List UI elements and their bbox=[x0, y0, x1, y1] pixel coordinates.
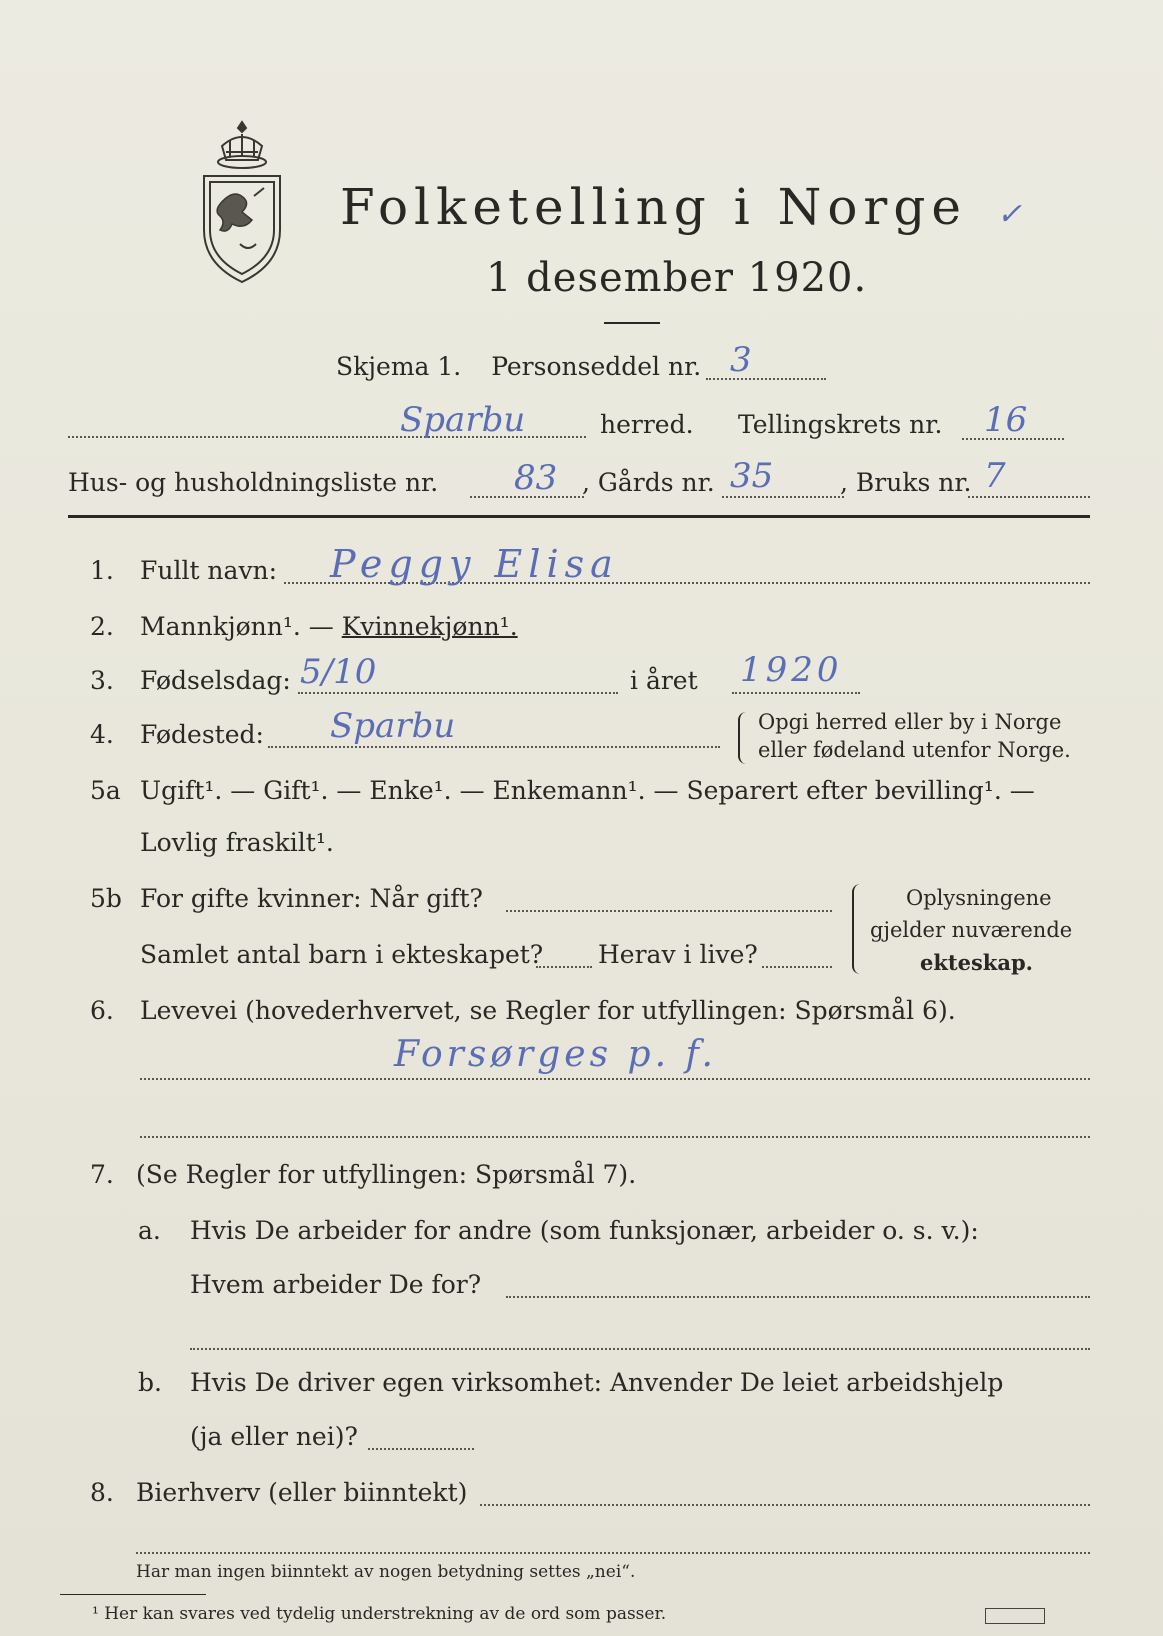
q6-number: 6. bbox=[90, 996, 114, 1025]
personseddel-value: 3 bbox=[730, 340, 752, 380]
employer-question: Hvis De arbeider for andre (som funksjonær, arbeider o. s. v.): bbox=[190, 1216, 979, 1245]
birthplace-note-brace bbox=[738, 712, 748, 764]
occupation-value: Forsørges p. f. bbox=[394, 1034, 717, 1075]
header-rule bbox=[68, 515, 1090, 518]
schema-line bbox=[336, 352, 701, 381]
personseddel-label: Personseddel nr. bbox=[491, 352, 702, 381]
gards-value: 35 bbox=[730, 456, 774, 496]
bruks-label: , Bruks nr. bbox=[840, 468, 972, 497]
hired-help-field[interactable] bbox=[368, 1448, 474, 1450]
birthdate-field[interactable] bbox=[298, 692, 618, 694]
married-when-label: For gifte kvinner: Når gift? bbox=[140, 884, 483, 913]
tellingskrets-label: Tellingskrets nr. bbox=[738, 410, 943, 439]
q7-number: 7. bbox=[90, 1160, 114, 1189]
birthplace-field[interactable] bbox=[268, 746, 720, 748]
personseddel-field[interactable] bbox=[706, 378, 826, 380]
q7b-number: b. bbox=[138, 1368, 162, 1397]
children-count-field[interactable] bbox=[536, 966, 592, 968]
q3-number: 3. bbox=[90, 666, 114, 695]
q2-number: 2. bbox=[90, 612, 114, 641]
q3-label: Fødselsdag: bbox=[140, 666, 291, 695]
birthyear-field[interactable] bbox=[732, 692, 860, 694]
children-alive-field[interactable] bbox=[762, 966, 832, 968]
footnote-rule bbox=[60, 1594, 206, 1595]
gender-options bbox=[140, 612, 518, 641]
footnote: ¹ Her kan svares ved tydelig understrekning av de ord som passer. bbox=[92, 1604, 667, 1624]
side-income-label: Bierhverv (eller biinntekt) bbox=[136, 1478, 468, 1507]
q1-number: 1. bbox=[90, 556, 114, 585]
husholdningsliste-value: 83 bbox=[514, 458, 558, 498]
q5b-number: 5b bbox=[90, 884, 122, 913]
marital-status-options[interactable]: Ugift¹. — Gift¹. — Enke¹. — Enkemann¹. — Separert efter bevilling¹. — bbox=[140, 776, 1035, 805]
birthyear-value: 1920 bbox=[740, 650, 843, 690]
husholdningsliste-label: Hus- og husholdningsliste nr. bbox=[68, 468, 439, 497]
q7a-number: a. bbox=[138, 1216, 161, 1245]
schema-label: Skjema 1. bbox=[336, 352, 462, 381]
marriage-note-brace bbox=[852, 884, 864, 974]
q1-label: Fullt navn: bbox=[140, 556, 278, 585]
gender-separator: — bbox=[300, 612, 342, 641]
marriage-note-line2: gjelder nuværende bbox=[870, 918, 1073, 942]
gards-field[interactable] bbox=[722, 496, 844, 498]
bruks-value: 7 bbox=[984, 456, 1006, 496]
gender-female-option[interactable]: Kvinnekjønn¹. bbox=[341, 612, 518, 641]
birthplace-value: Sparbu bbox=[330, 706, 456, 746]
birthplace-note-line2: eller fødeland utenfor Norge. bbox=[758, 738, 1071, 762]
side-income-field-line1[interactable] bbox=[480, 1504, 1090, 1506]
title-divider bbox=[604, 322, 660, 324]
hired-help-label: (ja eller nei)? bbox=[190, 1422, 358, 1451]
census-date: 1 desember 1920. bbox=[486, 255, 868, 301]
gards-label: , Gårds nr. bbox=[582, 468, 715, 497]
employer-field-line1[interactable] bbox=[506, 1296, 1090, 1298]
marriage-note-line3: ekteskap. bbox=[920, 950, 1033, 975]
printer-stamp bbox=[985, 1608, 1045, 1624]
birthdate-value: 5/10 bbox=[300, 652, 377, 692]
check-mark: ✓ bbox=[996, 197, 1028, 232]
q5a-number: 5a bbox=[90, 776, 121, 805]
occupation-field-line1[interactable] bbox=[140, 1078, 1090, 1080]
q7-label: (Se Regler for utfyllingen: Spørsmål 7). bbox=[136, 1160, 637, 1189]
marriage-note-line1: Oplysningene bbox=[906, 886, 1052, 910]
children-count-label: Samlet antal barn i ekteskapet? bbox=[140, 940, 544, 969]
form-title bbox=[340, 178, 1028, 236]
birthplace-note-line1: Opgi herred eller by i Norge bbox=[758, 710, 1062, 734]
occupation-label: Levevei (hovederhvervet, se Regler for utfyllingen: Spørsmål 6). bbox=[140, 996, 956, 1025]
married-when-field[interactable] bbox=[506, 910, 832, 912]
children-alive-label: Herav i live? bbox=[598, 940, 758, 969]
q8-number: 8. bbox=[90, 1478, 114, 1507]
herred-value: Sparbu bbox=[400, 400, 526, 440]
year-label: i året bbox=[630, 666, 698, 695]
q4-label: Fødested: bbox=[140, 720, 264, 749]
employer-label: Hvem arbeider De for? bbox=[190, 1270, 482, 1299]
title-text: Folketelling i Norge bbox=[340, 178, 967, 236]
herred-label: herred. bbox=[600, 410, 694, 439]
own-business-question: Hvis De driver egen virksomhet: Anvender De leiet arbeidshjelp bbox=[190, 1368, 1004, 1397]
full-name-value: Peggy Elisa bbox=[330, 542, 619, 586]
coat-of-arms-icon bbox=[196, 118, 288, 288]
side-income-field-line2[interactable] bbox=[136, 1552, 1090, 1554]
employer-field-line2[interactable] bbox=[190, 1348, 1090, 1350]
occupation-field-line2[interactable] bbox=[140, 1136, 1090, 1138]
gender-male-option[interactable]: Mannkjønn¹. bbox=[140, 612, 301, 641]
q4-number: 4. bbox=[90, 720, 114, 749]
bruks-field[interactable] bbox=[968, 496, 1090, 498]
tellingskrets-value: 16 bbox=[984, 400, 1028, 440]
marital-status-divorced[interactable]: Lovlig fraskilt¹. bbox=[140, 828, 334, 857]
side-income-note: Har man ingen biinntekt av nogen betydning settes „nei“. bbox=[136, 1562, 636, 1582]
